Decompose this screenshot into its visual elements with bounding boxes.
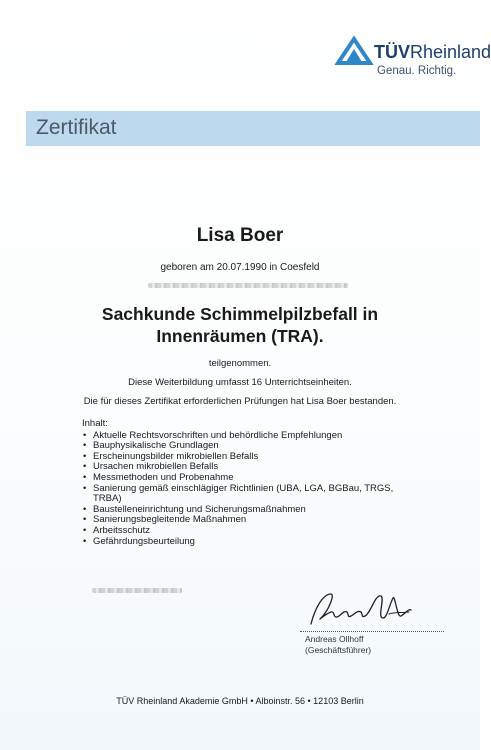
content-item: • Arbeitsschutz [82, 526, 413, 537]
exam-text: Die für dieses Zertifikat erforderlichen Prüfungen hat Lisa Boer bestanden. [83, 396, 397, 407]
content-list [82, 431, 413, 548]
brand-name: TÜVRheinland [374, 42, 491, 62]
content-section [82, 419, 413, 547]
signer-block [305, 634, 371, 655]
content-item: • Sanierung gemäß einschlägiger Richtlinien (UBA, LGA, BGBau, TRGS, TRBA) [82, 484, 413, 505]
tuv-triangle-icon [337, 38, 371, 64]
content-item: • Baustelleneinrichtung und Sicherungsmaßnahmen [82, 505, 413, 516]
certificate-title: Zertifikat [36, 116, 117, 139]
participated-text: teilgenommen. [208, 358, 272, 369]
redacted-line [148, 283, 348, 288]
content-item: • Messmethoden und Probenahme [82, 473, 413, 484]
signer-role: (Geschäftsführer) [305, 644, 372, 655]
content-label: Inhalt: [82, 418, 108, 429]
content-item: • Ursachen mikrobiellen Befalls [82, 462, 413, 473]
content-item: • Erscheinungsbilder mikrobiellen Befalls [82, 452, 413, 463]
birth-line: geboren am 20.07.1990 in Coesfeld [160, 262, 320, 273]
signer-name: Andreas Ollhoff [305, 634, 364, 644]
handwritten-signature [305, 588, 435, 632]
tuv-logo [337, 38, 491, 84]
redacted-place-date [92, 588, 182, 593]
content-item: • Gefährdungsbeurteilung [82, 537, 413, 548]
content-item: • Aktuelle Rechtsvorschriften und behördliche Empfehlungen [82, 431, 413, 442]
course-title [0, 303, 480, 347]
content-item: • Sanierungsbegleitende Maßnahmen [82, 515, 413, 526]
content-item: • Bauphysikalische Grundlagen [82, 441, 413, 452]
course-title-line-1: Sachkunde Schimmelpilzbefall in [101, 304, 379, 324]
brand-tagline: Genau. Richtig. [377, 65, 457, 77]
hours-text: Diese Weiterbildung umfasst 16 Unterrichtseinheiten. [128, 377, 352, 388]
course-title-line-2: Innenräumen (TRA). [156, 326, 324, 346]
signature-line [300, 631, 444, 632]
recipient-name: Lisa Boer [196, 225, 284, 246]
footer-address: TÜV Rheinland Akademie GmbH • Alboinstr. 56 • 12103 Berlin [116, 696, 364, 706]
title-banner [26, 111, 480, 146]
